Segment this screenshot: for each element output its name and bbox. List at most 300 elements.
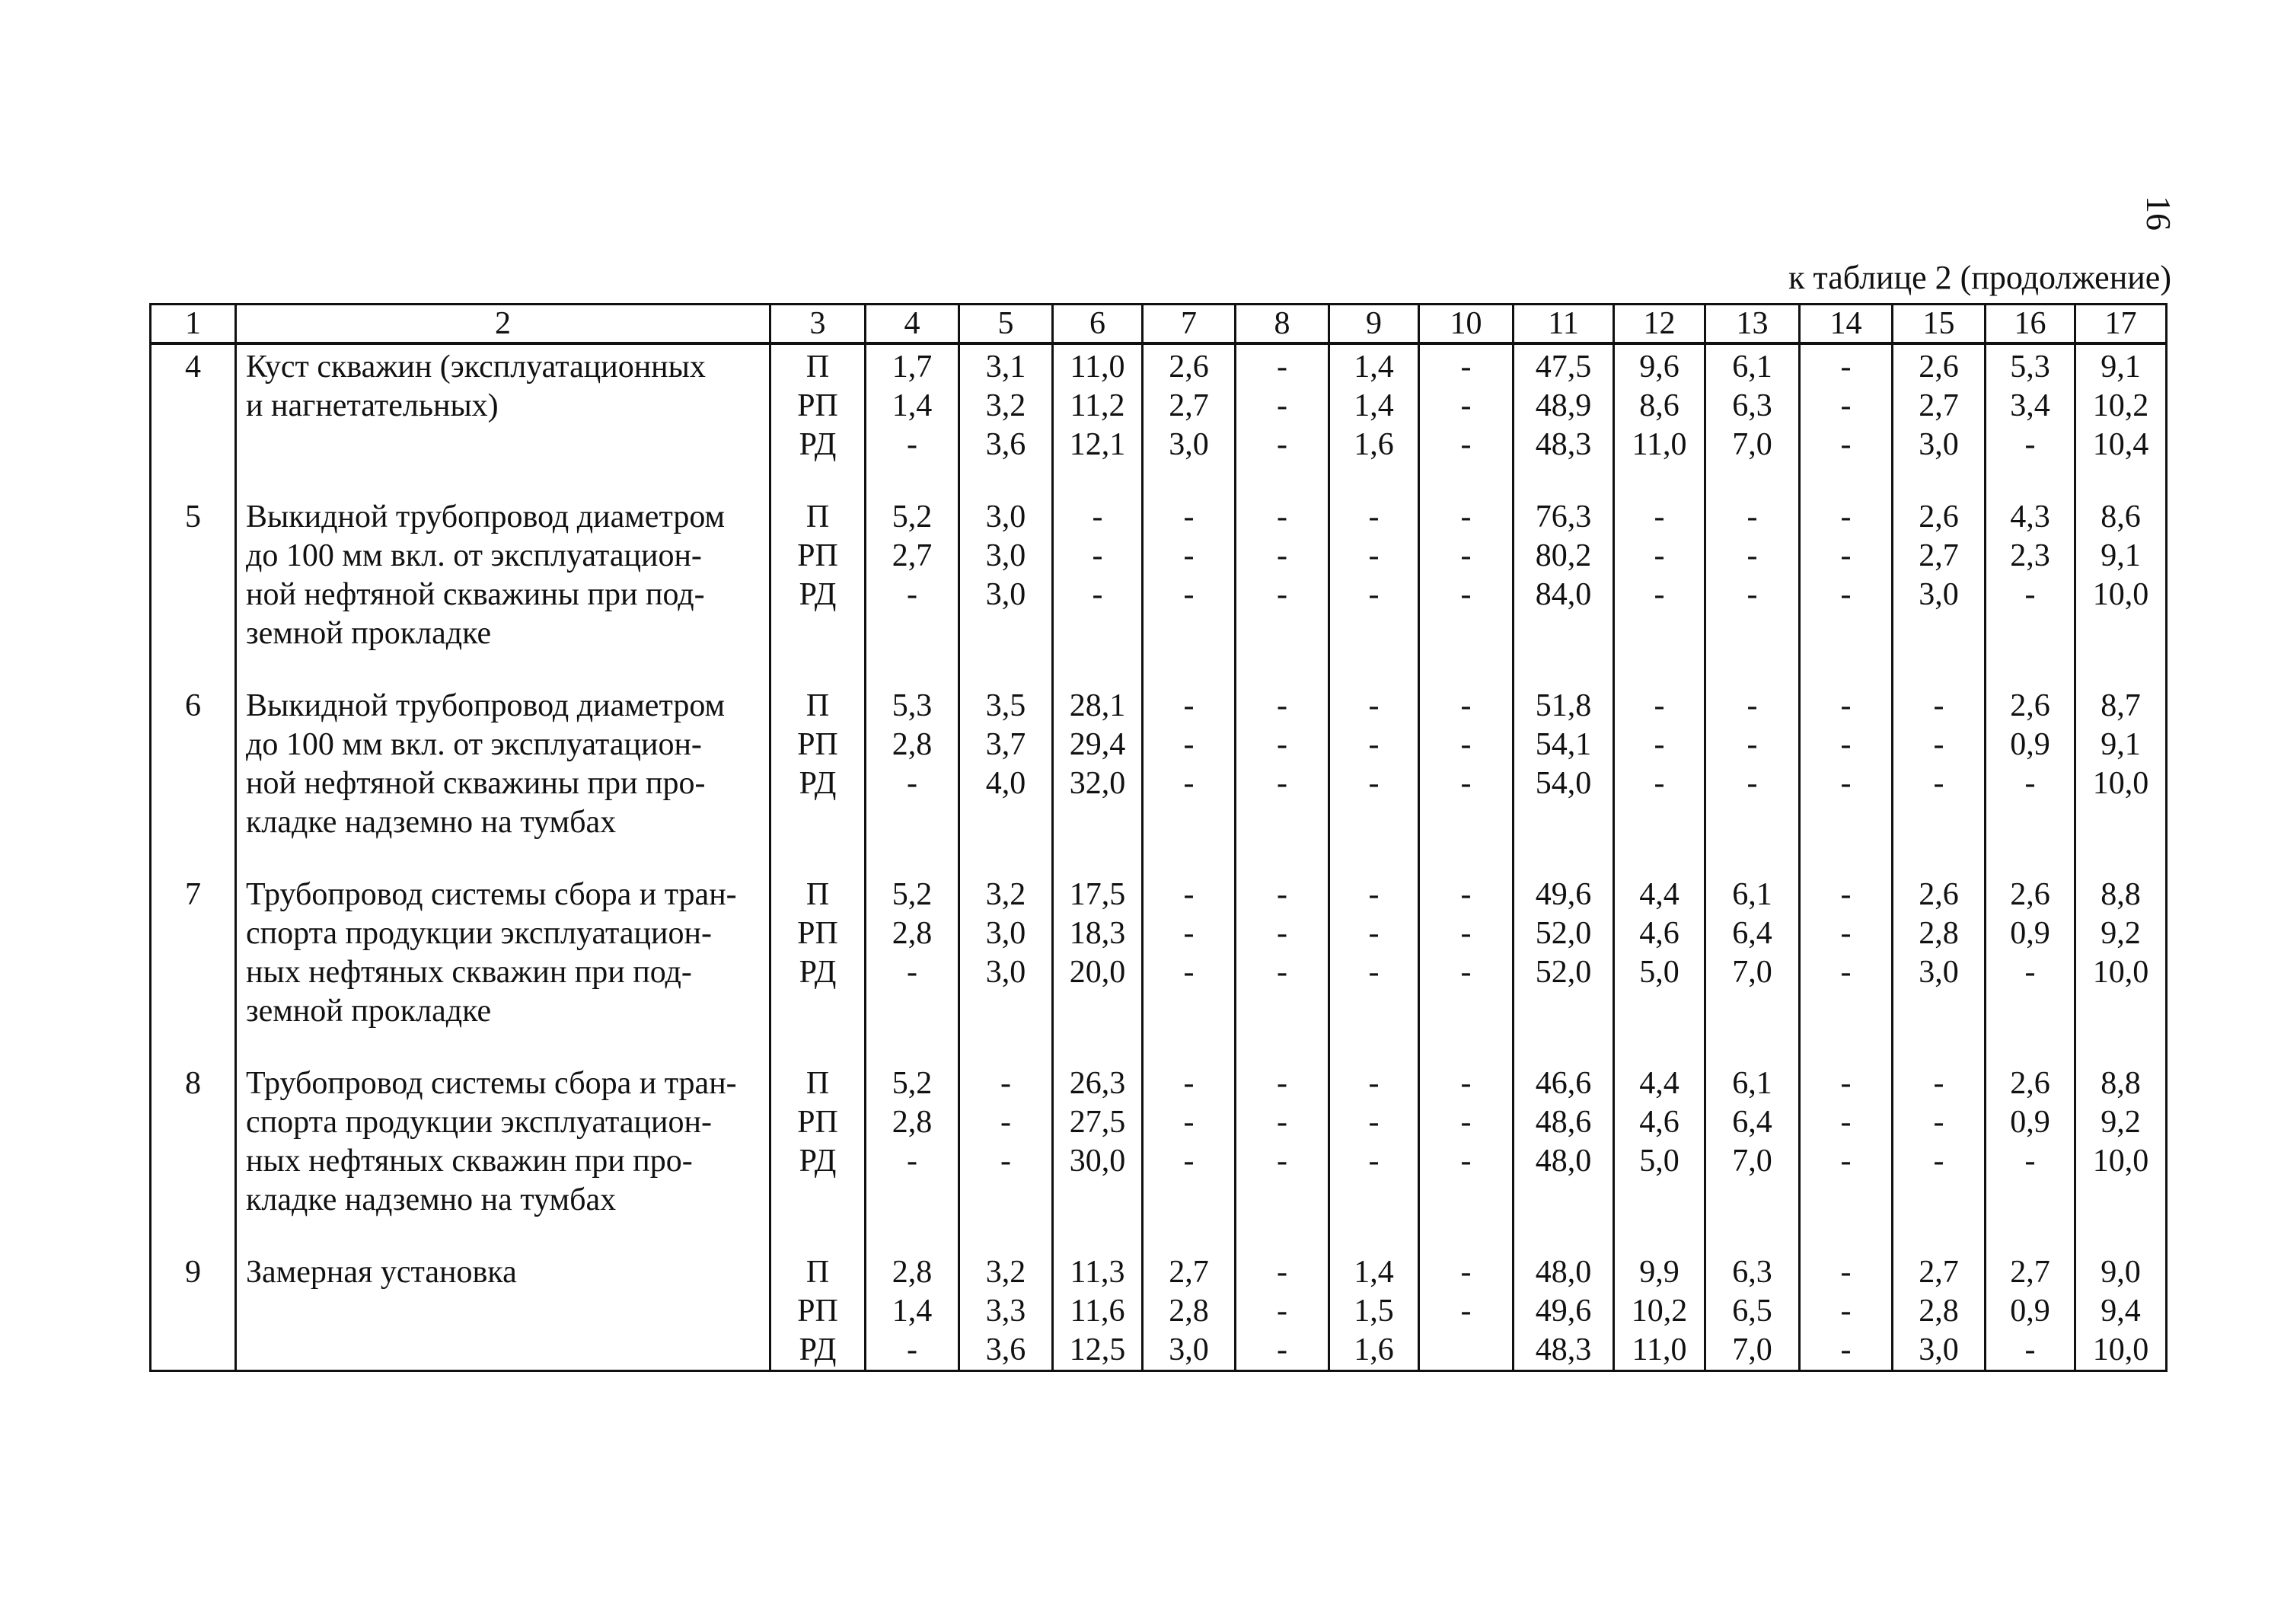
cell-value: -: [1840, 1255, 1852, 1290]
cell-value: 6,4: [1732, 1105, 1772, 1140]
value-cell-col-7: [1143, 684, 1236, 842]
cell-value: 49,6: [1535, 877, 1592, 912]
spacer-cell: [1329, 842, 1419, 873]
cell-value: -: [1092, 499, 1103, 534]
cell-value: -: [1840, 1332, 1852, 1367]
value-cell-col-10: [1419, 495, 1514, 653]
cell-value: 5,0: [1639, 1144, 1680, 1179]
spacer-cell: [866, 1220, 959, 1250]
spacer-cell: [1419, 1220, 1514, 1250]
cell-value: -: [1840, 577, 1852, 612]
cell-value: -: [1840, 538, 1852, 573]
cell-value: -: [1277, 1105, 1287, 1140]
table-row: [151, 684, 2167, 842]
spacer-cell: [1514, 1031, 1614, 1061]
cell-value: 2,7: [1919, 538, 1959, 573]
value-cell-col-16: [1986, 495, 2075, 653]
cell-value: 49,6: [1535, 1294, 1592, 1329]
spacer-cell: [1893, 464, 1986, 495]
category-value: РД: [799, 1144, 837, 1179]
cell-value: 80,2: [1535, 538, 1592, 573]
spacer-cell: [1614, 653, 1705, 684]
value-cell-col-10: [1419, 1061, 1514, 1220]
cell-value: 3,0: [985, 916, 1026, 951]
cell-value: 2,8: [1919, 1294, 1959, 1329]
cell-value: 18,3: [1069, 916, 1126, 951]
value-cell-col-15: [1893, 343, 1986, 464]
spacer-cell: [151, 464, 236, 495]
table-row: [151, 873, 2167, 1031]
value-cell-col-5: [959, 1061, 1053, 1220]
cell-value: 3,0: [985, 538, 1026, 573]
cell-value: 2,8: [892, 1105, 933, 1140]
cell-value: 1,4: [892, 388, 933, 423]
spacer-cell: [1705, 653, 1800, 684]
value-cell-col-7: [1143, 495, 1236, 653]
value-cell-col-12: [1614, 684, 1705, 842]
cell-value: -: [1460, 499, 1472, 534]
spacer-cell: [866, 464, 959, 495]
spacer-cell: [1419, 842, 1514, 873]
object-name-line: Выкидной трубопровод диаметром: [246, 688, 726, 723]
value-cell-col-8: [1236, 873, 1329, 1031]
cell-value: -: [1183, 1144, 1195, 1179]
spacer-cell: [236, 653, 770, 684]
cell-value: -: [1746, 727, 1758, 762]
cell-value: 1,5: [1354, 1294, 1394, 1329]
category-value: П: [805, 499, 830, 534]
value-cell-col-14: [1800, 343, 1893, 464]
cell-value: 1,4: [1354, 388, 1394, 423]
spacer-cell: [1893, 842, 1986, 873]
value-cell-col-4: [866, 684, 959, 842]
cell-value: 3,3: [985, 1294, 1026, 1329]
cell-value: -: [1460, 1144, 1472, 1179]
cell-value: -: [1460, 1066, 1472, 1101]
cell-value: -: [907, 1332, 917, 1367]
cell-value: 3,0: [1919, 1332, 1959, 1367]
value-cell-col-7: [1143, 1061, 1236, 1220]
cell-value: -: [1460, 577, 1472, 612]
cell-value: 48,3: [1535, 1332, 1592, 1367]
cell-value: 20,0: [1069, 955, 1126, 990]
value-cell-col-13: [1705, 684, 1800, 842]
cell-value: 7,0: [1732, 1332, 1772, 1367]
spacer-cell: [959, 1031, 1053, 1061]
cell-value: -: [1460, 688, 1472, 723]
column-header-3: 3: [770, 305, 866, 344]
object-name: [236, 1250, 770, 1371]
cell-value: 7,0: [1732, 427, 1772, 462]
cell-value: 10,2: [2092, 388, 2149, 423]
column-header-13: 13: [1705, 305, 1800, 344]
cell-value: -: [1368, 1066, 1380, 1101]
cell-value: 3,0: [985, 955, 1026, 990]
cell-value: 6,3: [1732, 1255, 1772, 1290]
cell-value: 8,7: [2101, 688, 2141, 723]
cell-value: -: [1746, 538, 1758, 573]
table-caption: к таблице 2 (продолжение): [1788, 259, 2171, 296]
value-cell-col-5: [959, 495, 1053, 653]
spacer-cell: [1514, 842, 1614, 873]
cell-value: -: [1277, 427, 1287, 462]
spacer-cell: [236, 1031, 770, 1061]
cell-value: -: [1368, 577, 1380, 612]
cell-value: -: [1460, 1255, 1472, 1290]
spacer-cell: [770, 842, 866, 873]
object-name-line: кладке надземно на тумбах: [246, 1182, 617, 1217]
cell-value: 5,3: [892, 688, 933, 723]
cell-value: -: [1277, 1144, 1287, 1179]
cell-value: -: [1840, 427, 1852, 462]
spacer-cell: [1705, 1220, 1800, 1250]
cell-value: 8,6: [2101, 499, 2141, 534]
cell-value: 7,0: [1732, 1144, 1772, 1179]
cell-value: -: [1654, 499, 1665, 534]
cell-value: 48,6: [1535, 1105, 1592, 1140]
object-name-line: земной прокладке: [246, 994, 492, 1029]
cell-value: 17,5: [1069, 877, 1126, 912]
value-cell-col-16: [1986, 1061, 2075, 1220]
value-cell-col-13: [1705, 1061, 1800, 1220]
cell-value: -: [1277, 766, 1287, 801]
spacer-cell: [2075, 1031, 2167, 1061]
cell-value: 1,4: [1354, 349, 1394, 384]
cell-value: 6,1: [1732, 877, 1772, 912]
cell-value: 26,3: [1069, 1066, 1126, 1101]
value-cell-col-7: [1143, 873, 1236, 1031]
spacer-cell: [1514, 464, 1614, 495]
cell-value: 3,0: [1919, 427, 1959, 462]
object-name-line: земной прокладке: [246, 616, 492, 651]
cell-value: -: [1840, 388, 1852, 423]
cell-value: -: [1460, 1294, 1472, 1329]
spacer-cell: [1329, 1031, 1419, 1061]
cell-value: 11,2: [1070, 388, 1125, 423]
cell-value: 2,6: [1919, 499, 1959, 534]
cell-value: -: [1933, 727, 1944, 762]
value-cell-col-5: [959, 684, 1053, 842]
cell-value: 9,2: [2101, 916, 2141, 951]
cell-value: 3,6: [985, 1332, 1026, 1367]
cell-value: 9,6: [1639, 349, 1680, 384]
cell-value: 5,2: [892, 1066, 933, 1101]
spacer-cell: [1705, 842, 1800, 873]
cell-value: 10,2: [1631, 1294, 1688, 1329]
category-value: РП: [797, 727, 838, 762]
cell-value: 10,0: [2092, 1144, 2149, 1179]
cell-value: 9,2: [2101, 1105, 2141, 1140]
object-name-line: до 100 мм вкл. от эксплуатацион-: [246, 727, 702, 762]
category-value: РП: [797, 1294, 838, 1329]
cell-value: -: [1277, 955, 1287, 990]
category-cell: [770, 495, 866, 653]
cell-value: -: [1000, 1105, 1011, 1140]
cell-value: 3,4: [2010, 388, 2050, 423]
cell-value: 1,6: [1354, 427, 1394, 462]
cell-value: 12,1: [1069, 427, 1126, 462]
object-name: [236, 495, 770, 653]
spacer-cell: [1514, 653, 1614, 684]
cell-value: -: [1368, 727, 1380, 762]
spacer-cell: [1053, 464, 1143, 495]
column-header-5: 5: [959, 305, 1053, 344]
cell-value: -: [1746, 766, 1758, 801]
value-cell-col-11: [1514, 343, 1614, 464]
value-cell-col-4: [866, 1061, 959, 1220]
spacer-cell: [1986, 1220, 2075, 1250]
cell-value: 5,2: [892, 499, 933, 534]
spacer-cell: [151, 1220, 236, 1250]
cell-value: 2,7: [1169, 1255, 1209, 1290]
spacer-cell: [1705, 464, 1800, 495]
column-header-8: 8: [1236, 305, 1329, 344]
value-cell-col-4: [866, 343, 959, 464]
cell-value: -: [1277, 1332, 1287, 1367]
spacer-cell: [1236, 1220, 1329, 1250]
cell-value: -: [1654, 538, 1665, 573]
spacer-cell: [1419, 1031, 1514, 1061]
page-number: 16: [2139, 196, 2178, 231]
cell-value: 48,0: [1535, 1255, 1592, 1290]
value-cell-col-6: [1053, 1250, 1143, 1371]
cell-value: 11,0: [1632, 427, 1687, 462]
cell-value: -: [1933, 1144, 1944, 1179]
cell-value: 0,9: [2010, 727, 2050, 762]
row-spacer: [151, 842, 2167, 873]
cell-value: -: [1277, 499, 1287, 534]
cell-value: -: [1654, 577, 1665, 612]
value-cell-col-6: [1053, 684, 1143, 842]
cell-value: -: [1840, 955, 1852, 990]
table-row: [151, 495, 2167, 653]
spacer-cell: [959, 653, 1053, 684]
value-cell-col-4: [866, 873, 959, 1031]
cell-value: 0,9: [2010, 1105, 2050, 1140]
value-cell-col-11: [1514, 873, 1614, 1031]
category-value: П: [805, 877, 830, 912]
object-name-line: Куст скважин (эксплуатационных: [246, 349, 706, 384]
cell-value: 76,3: [1535, 499, 1592, 534]
value-cell-col-9: [1329, 495, 1419, 653]
value-cell-col-5: [959, 343, 1053, 464]
cell-value: 3,0: [1919, 577, 1959, 612]
cell-value: 2,7: [1169, 388, 1209, 423]
cell-value: -: [1840, 349, 1852, 384]
spacer-cell: [1143, 653, 1236, 684]
category-cell: [770, 1250, 866, 1371]
object-name-line: ной нефтяной скважины при про-: [246, 766, 706, 801]
cell-value: -: [1460, 955, 1472, 990]
cell-value: -: [1183, 727, 1195, 762]
cell-value: 7,0: [1732, 955, 1772, 990]
cell-value: -: [1460, 427, 1472, 462]
object-name-line: и нагнетательных): [246, 388, 499, 423]
cell-value: -: [1840, 1066, 1852, 1101]
cell-value: -: [1840, 766, 1852, 801]
cell-value: 3,6: [985, 427, 1026, 462]
cell-value: 2,7: [892, 538, 933, 573]
spacer-cell: [1053, 1220, 1143, 1250]
object-name: [236, 873, 770, 1031]
cell-value: -: [2024, 427, 2036, 462]
cell-value: 3,2: [985, 877, 1026, 912]
spacer-cell: [151, 842, 236, 873]
row-spacer: [151, 1031, 2167, 1061]
value-cell-col-4: [866, 1250, 959, 1371]
cell-value: 10,0: [2092, 955, 2149, 990]
column-header-16: 16: [1986, 305, 2075, 344]
cell-value: -: [1840, 916, 1852, 951]
cell-value: 6,5: [1732, 1294, 1772, 1329]
object-name-line: до 100 мм вкл. от эксплуатацион-: [246, 538, 702, 573]
cell-value: 2,6: [1919, 349, 1959, 384]
object-name-line: ных нефтяных скважин при под-: [246, 955, 692, 990]
cell-value: -: [1000, 1144, 1011, 1179]
spacer-cell: [1053, 1031, 1143, 1061]
object-name-line: кладке надземно на тумбах: [246, 805, 617, 840]
cell-value: 2,6: [1169, 349, 1209, 384]
value-cell-col-8: [1236, 343, 1329, 464]
object-name-line: ных нефтяных скважин при про-: [246, 1144, 693, 1179]
cell-value: -: [1277, 688, 1287, 723]
row-spacer: [151, 464, 2167, 495]
spacer-cell: [1236, 1031, 1329, 1061]
cell-value: 2,6: [2010, 688, 2050, 723]
cell-value: -: [1460, 916, 1472, 951]
spacer-cell: [1329, 464, 1419, 495]
row-number: 5: [151, 495, 236, 653]
spacer-cell: [959, 464, 1053, 495]
value-cell-col-17: [2075, 1061, 2167, 1220]
cell-value: 5,3: [2010, 349, 2050, 384]
cell-value: 3,0: [1169, 1332, 1209, 1367]
cell-value: 27,5: [1069, 1105, 1126, 1140]
cell-value: 8,6: [1639, 388, 1680, 423]
value-cell-col-4: [866, 495, 959, 653]
row-number: 8: [151, 1061, 236, 1220]
cell-value: -: [1092, 577, 1103, 612]
category-value: П: [805, 349, 830, 384]
table-row: [151, 343, 2167, 464]
spacer-cell: [1614, 842, 1705, 873]
column-header-12: 12: [1614, 305, 1705, 344]
value-cell-col-10: [1419, 343, 1514, 464]
cell-value: 48,9: [1535, 388, 1592, 423]
value-cell-col-6: [1053, 343, 1143, 464]
cell-value: 9,1: [2101, 538, 2141, 573]
cell-value: 4,0: [985, 766, 1026, 801]
category-value: РД: [799, 1332, 837, 1367]
cell-value: -: [1277, 577, 1287, 612]
cell-value: 9,1: [2101, 349, 2141, 384]
cell-value: 3,0: [985, 577, 1026, 612]
cell-value: 6,3: [1732, 388, 1772, 423]
spacer-cell: [770, 464, 866, 495]
cell-value: 2,7: [2010, 1255, 2050, 1290]
spacer-cell: [236, 842, 770, 873]
column-header-4: 4: [866, 305, 959, 344]
cell-value: -: [1933, 688, 1944, 723]
value-cell-col-17: [2075, 1250, 2167, 1371]
spacer-cell: [1143, 842, 1236, 873]
spacer-cell: [151, 1031, 236, 1061]
cell-value: 8,8: [2101, 877, 2141, 912]
value-cell-col-9: [1329, 343, 1419, 464]
cell-value: -: [1277, 727, 1287, 762]
cell-value: -: [1368, 538, 1380, 573]
column-header-6: 6: [1053, 305, 1143, 344]
row-number: 9: [151, 1250, 236, 1371]
cell-value: -: [1183, 688, 1195, 723]
cell-value: -: [1840, 1105, 1852, 1140]
value-cell-col-10: [1419, 1250, 1514, 1371]
cell-value: 11,0: [1632, 1332, 1687, 1367]
cell-value: 1,4: [892, 1294, 933, 1329]
cell-value: -: [1183, 1105, 1195, 1140]
value-cell-col-8: [1236, 495, 1329, 653]
object-name: [236, 343, 770, 464]
value-cell-col-7: [1143, 1250, 1236, 1371]
spacer-cell: [1236, 464, 1329, 495]
cell-value: 11,6: [1070, 1294, 1125, 1329]
cell-value: -: [1183, 1066, 1195, 1101]
spacer-cell: [1800, 1031, 1893, 1061]
spacer-cell: [866, 1031, 959, 1061]
cell-value: 2,6: [2010, 1066, 2050, 1101]
cell-value: -: [2024, 766, 2036, 801]
cell-value: 4,6: [1639, 1105, 1680, 1140]
cell-value: -: [1092, 538, 1103, 573]
cell-value: -: [1368, 688, 1380, 723]
value-cell-col-15: [1893, 873, 1986, 1031]
cell-value: -: [1000, 1066, 1011, 1101]
spacer-cell: [1143, 1031, 1236, 1061]
cell-value: 51,8: [1535, 688, 1592, 723]
cell-value: -: [1840, 1294, 1852, 1329]
cell-value: -: [907, 766, 917, 801]
cell-value: -: [1460, 349, 1472, 384]
cell-value: [1420, 1331, 1512, 1370]
value-cell-col-9: [1329, 684, 1419, 842]
category-cell: [770, 684, 866, 842]
cell-value: -: [1183, 766, 1195, 801]
object-name-line: Выкидной трубопровод диаметром: [246, 499, 726, 534]
cell-value: 2,7: [1919, 1255, 1959, 1290]
cell-value: 2,8: [1169, 1294, 1209, 1329]
cell-value: -: [1368, 955, 1380, 990]
spacer-cell: [1614, 464, 1705, 495]
spacer-cell: [1614, 1220, 1705, 1250]
cell-value: 12,5: [1069, 1332, 1126, 1367]
value-cell-col-13: [1705, 1250, 1800, 1371]
cell-value: -: [1368, 1144, 1380, 1179]
cell-value: 0,9: [2010, 916, 2050, 951]
cell-value: -: [2024, 1332, 2036, 1367]
table-row: [151, 1250, 2167, 1371]
value-cell-col-16: [1986, 684, 2075, 842]
cell-value: -: [1654, 688, 1665, 723]
cell-value: -: [907, 577, 917, 612]
cell-value: -: [1654, 766, 1665, 801]
cell-value: -: [907, 427, 917, 462]
spacer-cell: [1986, 1031, 2075, 1061]
cell-value: -: [1277, 916, 1287, 951]
value-cell-col-11: [1514, 684, 1614, 842]
row-spacer: [151, 1220, 2167, 1250]
cell-value: -: [1277, 1294, 1287, 1329]
cell-value: 4,6: [1639, 916, 1680, 951]
